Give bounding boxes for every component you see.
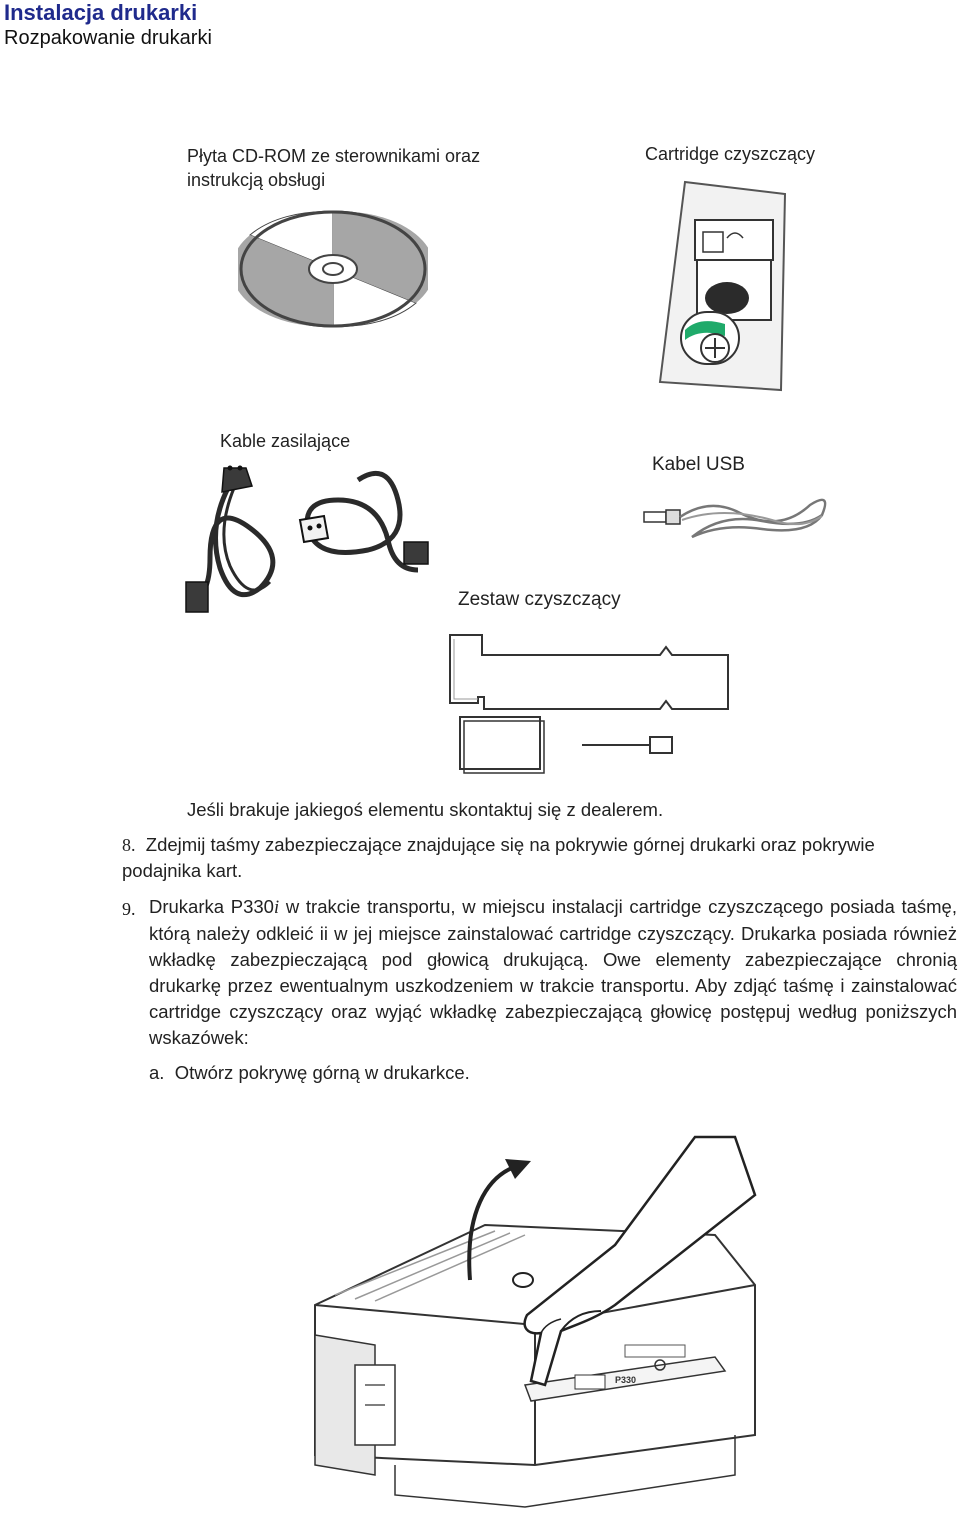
usb-caption: Kabel USB	[652, 454, 745, 475]
printer-open-cover-illustration	[295, 1135, 765, 1515]
usb-cable-illustration	[640, 486, 840, 546]
power-cables-caption: Kable zasilające	[220, 431, 351, 451]
step-8-line2: podajnika kart.	[122, 860, 243, 881]
page-title: Instalacja drukarki	[4, 0, 198, 25]
substep-a-text: Otwórz pokrywę górną w drukarkce.	[174, 1062, 470, 1083]
step-8-number: 8.	[122, 835, 136, 855]
step-9-body: w trakcie transportu, w miejscu instalacji cartridge czyszczącego posiada taśmę, którą należy odkleić ii w jej miejsce zainstalować cartridge czyszczący. Drukarka posiada również wkładkę zabezpieczającą pod głowicą drukującą. Owe elementy zabezpieczające chronią drukarkę przez ewentualnym uszkodzeniem w trakcie transportu. Aby zdjąć taśmę i zainstalować cartridge czyszczący oraz wyjąć wkładkę zabezpieczającą głowicę postępuj według poniższych wskazówek:	[149, 896, 957, 1048]
cartridge-caption: Cartridge czyszczący	[645, 144, 816, 164]
printer-logo: P330	[615, 1375, 637, 1385]
cd-caption	[187, 144, 480, 192]
cleaning-kit-illustration	[440, 625, 740, 777]
power-cables-illustration	[180, 460, 450, 620]
step-8	[122, 832, 960, 884]
substep-a-letter: a.	[149, 1062, 165, 1083]
substep-a	[149, 1060, 470, 1086]
step-9-number: 9.	[122, 899, 136, 919]
cd-caption-line1: Płyta CD-ROM ze sterownikami oraz	[187, 146, 481, 166]
missing-items-note: Jeśli brakuje jakiegoś elementu skontaktuj się z dealerem.	[187, 799, 664, 820]
cleaning-cartridge-illustration	[655, 180, 795, 395]
step-9-model-suffix: i	[273, 898, 280, 918]
step-9-prefix: Drukarka P330	[149, 896, 274, 917]
cleaning-kit-caption: Zestaw czyszczący	[458, 589, 621, 610]
step-9-text	[149, 894, 957, 1051]
step-8-line1: Zdejmij taśmy zabezpieczające znajdujące się na pokrywie górnej drukarki oraz pokrywie	[145, 834, 875, 855]
cd-caption-line2: instrukcją obsługi	[187, 170, 326, 190]
cd-rom-illustration	[238, 205, 428, 330]
page-subtitle: Rozpakowanie drukarki	[4, 27, 212, 49]
